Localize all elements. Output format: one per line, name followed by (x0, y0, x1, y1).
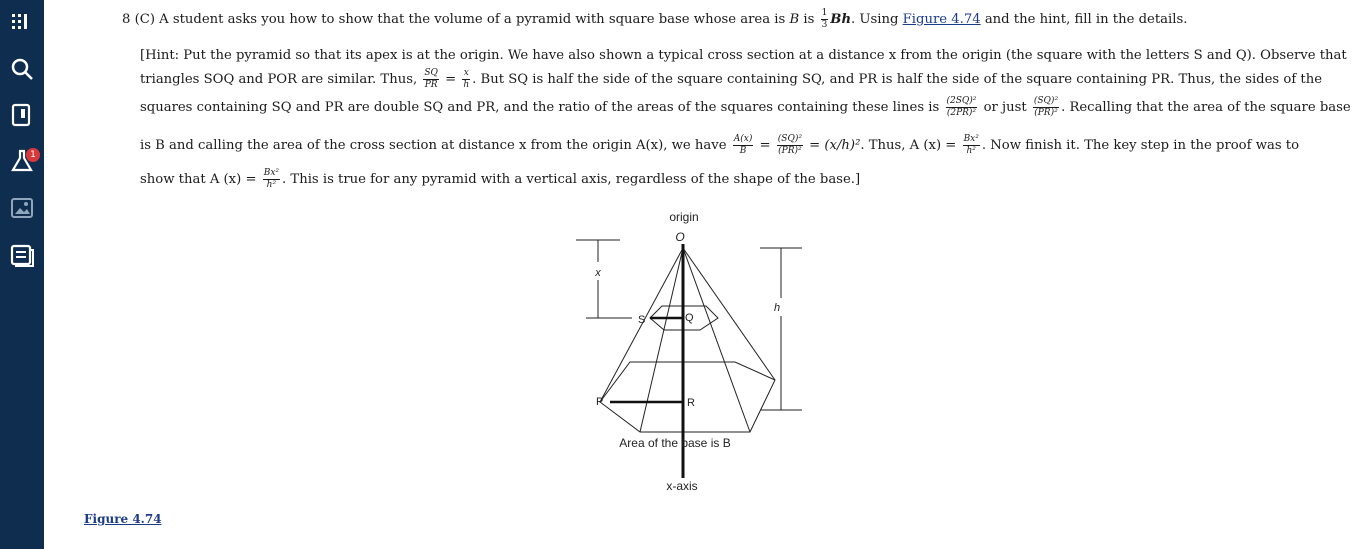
hint-text: . This is true for any pyramid with a vertical axis, regardless of the shape of the base.] (282, 172, 861, 187)
bookmark-icon[interactable] (9, 102, 35, 128)
question-is: is (799, 12, 819, 27)
notification-badge: 1 (26, 148, 40, 162)
fraction-sq-pr-sq (1033, 96, 1059, 119)
equals: = (804, 138, 825, 153)
notes-icon[interactable] (9, 242, 35, 268)
hint-line-3 (140, 96, 1351, 119)
sidebar (0, 0, 44, 549)
label-base-area: Area of the base is B (619, 436, 731, 450)
fraction-bx2-h2-b (263, 168, 280, 191)
fraction-bx2-h2 (963, 134, 980, 157)
pyramid-figure (560, 200, 820, 504)
equals: = (755, 138, 775, 153)
hint-line-5 (140, 168, 860, 191)
edge-front-left (640, 248, 683, 432)
frac-den: 3 (821, 20, 828, 30)
hint-text: is B and calling the area of the cross section at distance x from the origin A(x), we have (140, 138, 731, 153)
frac-den: PR (424, 80, 438, 90)
hint-text: triangles SOQ and POR are similar. Thus, (140, 72, 422, 87)
hint-line-2 (140, 68, 1322, 91)
hint-line-1: [Hint: Put the pyramid so that its apex is at the origin. We have also shown a typical cross section at a distance x from the origin (the square with the letters S and Q). Observe that (140, 48, 1347, 63)
frac-num: x (463, 68, 469, 78)
frac-num: 1 (821, 8, 828, 18)
label-x: x (595, 267, 601, 279)
frac-num: SQ (424, 68, 438, 78)
label-h: h (774, 302, 781, 314)
hint-text: squares containing SQ and PR are double SQ and PR, and the ratio of the areas of the squares containing these lines is (140, 100, 944, 115)
frac-num: (2SQ)² (946, 96, 977, 106)
hint-text: . Now finish it. The key step in the proof was to (981, 138, 1300, 153)
label-R: R (687, 397, 695, 409)
figure-link[interactable]: Figure 4.74 (902, 12, 981, 27)
var-B: B (789, 12, 800, 27)
frac-den: h² (266, 180, 277, 190)
frac-den: B (739, 146, 747, 156)
frac-den: (2PR)² (946, 108, 977, 118)
frac-num: Bx² (963, 134, 979, 144)
list-icon[interactable] (9, 9, 35, 35)
hint-line-4 (140, 134, 1299, 157)
fraction-third (821, 8, 829, 31)
frac-num: A(x) (733, 134, 753, 144)
equals: = (440, 72, 461, 87)
hint-text: . Thus, A (x) = (860, 138, 961, 153)
question-prefix: 8 (C) A student asks you how to show that the volume of a pyramid with square base whose area is (122, 12, 790, 27)
question-text (122, 8, 1302, 31)
image-icon[interactable] (9, 195, 35, 221)
paren-x-over-h-squared: (x/h)² (824, 138, 861, 153)
pyramid-diagram (560, 200, 820, 500)
fraction-sq-pr (423, 68, 439, 91)
frac-num: (SQ)² (1033, 96, 1059, 106)
fraction-x-h (462, 68, 470, 91)
fraction-sq2-pr2 (777, 134, 803, 157)
fraction-ax-b (733, 134, 754, 157)
label-Q: Q (685, 312, 694, 324)
hint-text: or just (979, 100, 1031, 115)
search-icon[interactable] (9, 56, 35, 82)
frac-den: (PR)² (1034, 108, 1058, 118)
edge-right (683, 248, 775, 380)
label-x-axis: x-axis (666, 479, 698, 493)
figure-caption-link[interactable]: Figure 4.74 (84, 512, 162, 526)
label-S: S (638, 314, 646, 326)
label-P: P (596, 396, 604, 408)
var-Bh: Bh (830, 12, 852, 27)
question-using: . Using (851, 12, 903, 27)
hint-text: show that A (x) = (140, 172, 261, 187)
frac-den: h² (966, 146, 976, 156)
hint-text: . But SQ is half the side of the square containing SQ, and PR is half the side of the square containing PR. Thus, the sides of the (472, 72, 1322, 87)
label-origin: origin (669, 210, 699, 224)
question-suffix: and the hint, fill in the details. (980, 12, 1188, 27)
frac-den: h (463, 80, 470, 90)
fraction-2sq-2pr (946, 96, 978, 119)
hint-text: . Recalling that the area of the square base (1061, 100, 1351, 115)
frac-num: (SQ)² (777, 134, 802, 144)
frac-den: (PR)² (778, 146, 802, 156)
frac-num: Bx² (263, 168, 280, 178)
label-O: O (675, 230, 685, 244)
